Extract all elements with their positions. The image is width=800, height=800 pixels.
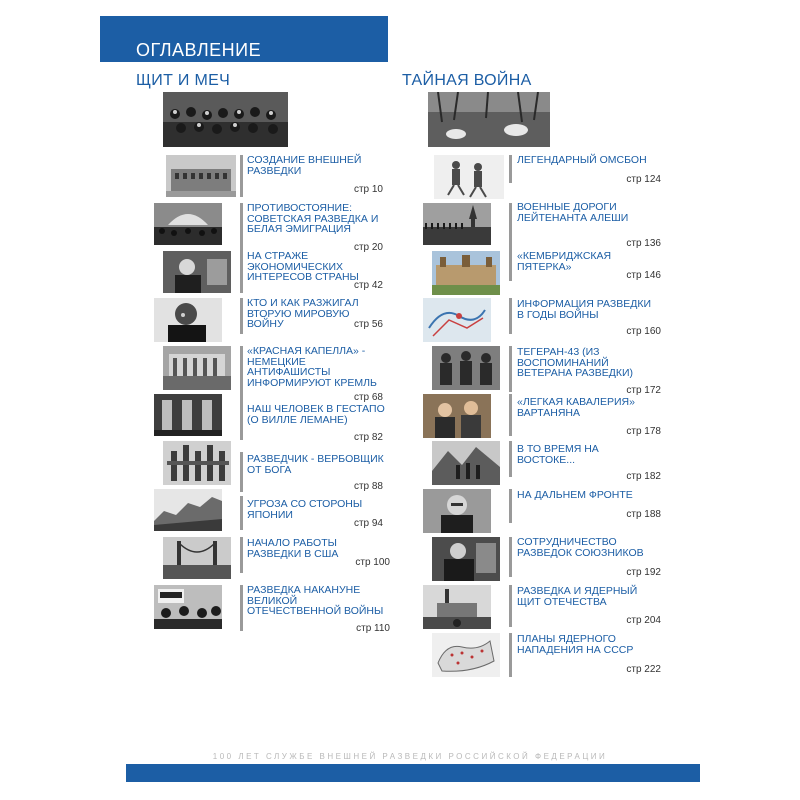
entry-photo	[423, 489, 491, 533]
entry-photo	[432, 537, 500, 581]
toc-entry-page: стр 222	[626, 664, 661, 675]
toc-entry-title[interactable]: КТО И КАК РАЗЖИГАЛ ВТОРУЮ МИРОВУЮ ВОЙНУ	[247, 297, 359, 330]
entry-separator	[240, 537, 243, 573]
toc-entry-page: стр 110	[356, 623, 390, 634]
toc-entry-page: стр 68	[353, 392, 383, 403]
toc-entry-title[interactable]: СОЗДАНИЕ ВНЕШНЕЙ РАЗВЕДКИ	[247, 154, 362, 177]
toc-entry-page: стр 178	[626, 426, 661, 437]
entry-separator	[509, 441, 512, 477]
toc-entry-title[interactable]: ВОЕННЫЕ ДОРОГИ ЛЕЙТЕНАНТА АЛЕШИ	[517, 201, 629, 224]
toc-entry-title[interactable]: ПРОТИВОСТОЯНИЕ: СОВЕТСКАЯ РАЗВЕДКА И БЕЛАЯ ЭМИГРАЦИЯ	[247, 202, 379, 235]
entry-photo	[154, 585, 222, 629]
toc-entry-page: стр 94	[353, 518, 383, 529]
entry-separator	[509, 298, 512, 334]
toc-entry-title[interactable]: НА СТРАЖЕ ЭКОНОМИЧЕСКИХ ИНТЕРЕСОВ СТРАНЫ	[247, 250, 359, 283]
toc-entry-page: стр 88	[353, 481, 383, 492]
toc-entry-page: стр 56	[353, 319, 383, 330]
entry-separator	[240, 155, 243, 197]
entry-separator	[509, 203, 512, 251]
entry-separator	[509, 633, 512, 677]
toc-entry-page: стр 192	[626, 567, 661, 578]
section-title-left: ЩИТ И МЕЧ	[136, 72, 231, 89]
entry-separator	[509, 537, 512, 577]
toc-entry-page: стр 20	[353, 242, 383, 253]
entry-separator	[240, 251, 243, 293]
toc-entry-page: стр 160	[626, 326, 661, 337]
toc-entry-title[interactable]: УГРОЗА СО СТОРОНЫ ЯПОНИИ	[247, 498, 363, 521]
page-title: ОГЛАВЛЕНИЕ	[136, 40, 262, 60]
entry-separator	[240, 298, 243, 334]
entry-separator	[509, 394, 512, 436]
entry-photo	[432, 251, 500, 295]
entry-photo	[154, 394, 222, 436]
section-photo-left	[163, 92, 288, 147]
toc-entry-title[interactable]: «КРАСНАЯ КАПЕЛЛА» - НЕМЕЦКИЕ АНТИФАШИСТЫ ИНФОРМИРУЮТ КРЕМЛЬ	[247, 345, 377, 389]
toc-entry-page: стр 100	[355, 557, 390, 568]
toc-entry-page: стр 42	[353, 280, 383, 291]
toc-entry-title[interactable]: ПЛАНЫ ЯДЕРНОГО НАПАДЕНИЯ НА СССР	[517, 633, 634, 656]
entry-separator	[509, 346, 512, 392]
toc-entry-page: стр 10	[353, 184, 383, 195]
entry-separator	[509, 251, 512, 281]
footer-tagline: 100 ЛЕТ СЛУЖБЕ ВНЕШНЕЙ РАЗВЕДКИ РОССИЙСКОЙ ФЕДЕРАЦИИ	[212, 752, 608, 761]
entry-separator	[240, 585, 243, 631]
entry-photo	[432, 633, 500, 677]
entry-photo	[434, 155, 504, 199]
entry-photo	[154, 489, 222, 531]
toc-entry-title[interactable]: РАЗВЕДКА И ЯДЕРНЫЙ ЩИТ ОТЕЧЕСТВА	[517, 585, 638, 608]
toc-entry-title[interactable]: РАЗВЕДКА НАКАНУНЕ ВЕЛИКОЙ ОТЕЧЕСТВЕННОЙ ВОЙНЫ	[247, 584, 384, 617]
entry-photo	[154, 298, 222, 342]
toc-entry-page: стр 124	[626, 174, 661, 185]
toc-entry-title[interactable]: «ЛЕГКАЯ КАВАЛЕРИЯ» ВАРТАНЯНА	[517, 396, 635, 419]
toc-entry-page: стр 82	[353, 432, 383, 443]
section-title-right: ТАЙНАЯ ВОЙНА	[402, 72, 532, 89]
section-photo-right	[428, 92, 550, 147]
toc-entry-page: стр 136	[626, 238, 661, 249]
toc-entry-title[interactable]: НА ДАЛЬНЕМ ФРОНТЕ	[517, 489, 633, 501]
entry-photo	[163, 346, 231, 390]
toc-entry-title[interactable]: СОТРУДНИЧЕСТВО РАЗВЕДОК СОЮЗНИКОВ	[517, 536, 644, 559]
footer-bar	[126, 764, 700, 782]
toc-entry-title[interactable]: ТЕГЕРАН-43 (ИЗ ВОСПОМИНАНИЙ ВЕТЕРАНА РАЗВЕДКИ)	[517, 346, 634, 379]
toc-entry-page: стр 146	[626, 270, 661, 281]
entry-photo	[423, 298, 491, 342]
entry-photo	[423, 585, 491, 629]
entry-photo	[432, 441, 500, 485]
toc-entry-title[interactable]: НАШ ЧЕЛОВЕК В ГЕСТАПО (О ВИЛЛЕ ЛЕМАНЕ)	[247, 403, 385, 426]
entry-separator	[240, 496, 243, 530]
entry-separator	[240, 394, 243, 440]
entry-photo	[423, 203, 491, 245]
toc-entry-page: стр 204	[626, 615, 661, 626]
entry-photo	[154, 203, 222, 245]
toc-entry-page: стр 182	[626, 471, 661, 482]
entry-photo	[166, 155, 236, 197]
entry-photo	[432, 346, 500, 390]
entry-separator	[240, 203, 243, 255]
toc-entry-page: стр 172	[626, 385, 661, 396]
toc-entry-title[interactable]: НАЧАЛО РАБОТЫ РАЗВЕДКИ В США	[247, 537, 339, 560]
toc-entry-title[interactable]: ЛЕГЕНДАРНЫЙ ОМСБОН	[517, 154, 647, 166]
entry-separator	[509, 155, 512, 183]
toc-entry-title[interactable]: РАЗВЕДЧИК - ВЕРБОВЩИК ОТ БОГА	[247, 453, 384, 476]
entry-separator	[509, 489, 512, 523]
toc-entry-title[interactable]: ИНФОРМАЦИЯ РАЗВЕДКИ В ГОДЫ ВОЙНЫ	[517, 298, 652, 321]
toc-entry-title[interactable]: «КЕМБРИДЖСКАЯ ПЯТЕРКА»	[517, 250, 612, 273]
entry-photo	[163, 251, 231, 293]
entry-photo	[423, 394, 491, 438]
entry-photo	[163, 537, 231, 579]
toc-entry-title[interactable]: В ТО ВРЕМЯ НА ВОСТОКЕ...	[517, 443, 599, 466]
toc-entry-page: стр 188	[626, 509, 661, 520]
entry-separator	[509, 585, 512, 627]
entry-separator	[240, 452, 243, 492]
entry-photo	[163, 441, 231, 485]
